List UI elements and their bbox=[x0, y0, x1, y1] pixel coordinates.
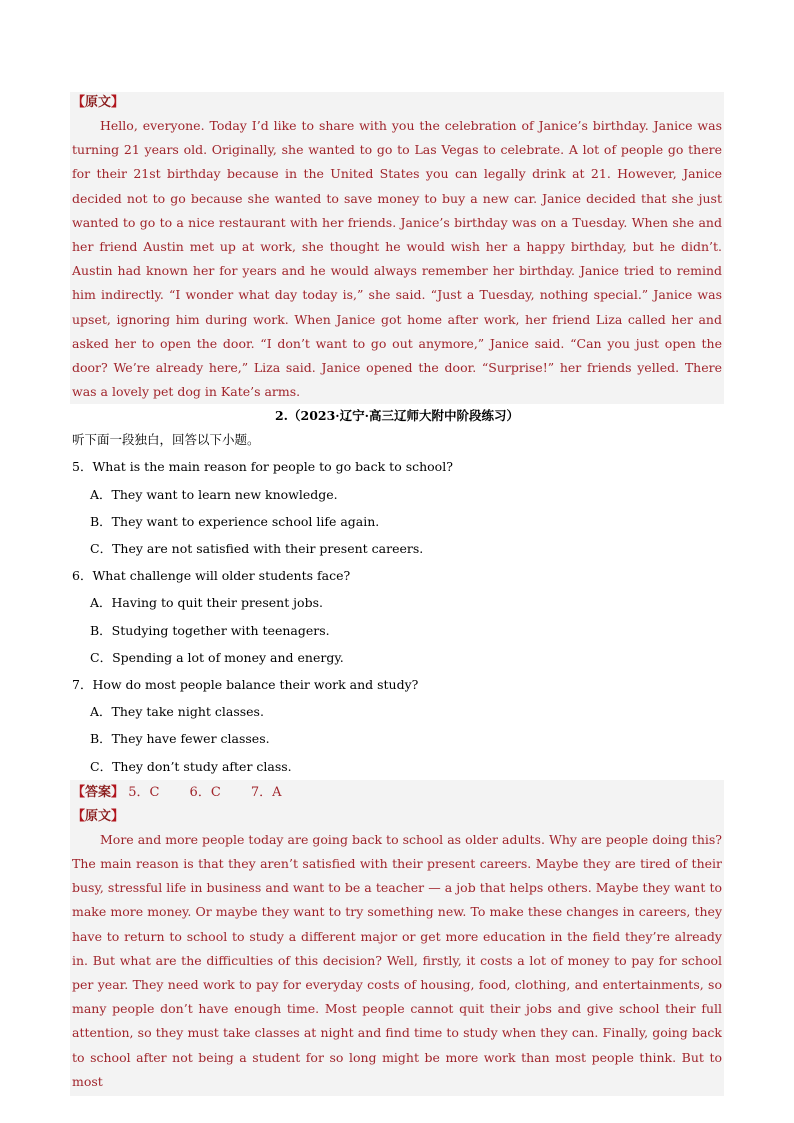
question-instruction: 听下面一段独白，回答以下小题。 bbox=[72, 432, 260, 448]
transcript-block-1 bbox=[70, 92, 724, 404]
question-text: 6．What challenge will older students face? bbox=[72, 568, 351, 584]
option-c: C．They are not satisfied with their present careers. bbox=[90, 541, 424, 556]
transcript-text-1: Hello, everyone. Today I’d like to share with you the celebration of Janice’s birthday. Janice was turning 21 years old. Originally, she wanted to go to Las Vegas to celebrate. A lot of people go there for their 21st birthday because in the United States you can legally drink at 21. However, Janice decided not to go because she wanted to save money to buy a new car. Janice decided that she just wanted to go to a nice restaurant with her friends. Janice’s birthday was on a Tuesday. When she and her friend Austin met up at work, she thought he would wish her a happy birthday, but he didn’t. Austin had known her for years and he would always remember her birthday. Janice tried to remind him indirectly. “I wonder what day today is,” she said. “Just a Tuesday, nothing special.” Janice was upset, ignoring him during work. When Janice got home after work, her friend Liza called her and asked her to open the door. “I don’t want to go out anymore,” Janice said. “Can you just open the door? We’re already here,” Liza said. Janice opened the door. “Surprise!” her friends yelled. There was a lovely pet dog in Kate’s arms. bbox=[72, 118, 722, 400]
option-c: C．Spending a lot of money and energy. bbox=[90, 649, 344, 665]
option-a: A．Having to quit their present jobs. bbox=[90, 595, 323, 611]
option-a: A．They take night classes. bbox=[90, 704, 264, 720]
option-c: C．They don’t study after class. bbox=[90, 758, 292, 774]
option-b: B．They have fewer classes. bbox=[90, 731, 270, 747]
question-6 bbox=[70, 562, 724, 671]
question-5 bbox=[70, 453, 724, 562]
question-text: 7．How do most people balance their work and study? bbox=[72, 676, 419, 692]
transcript-tag-1: 【原文】 bbox=[72, 95, 125, 110]
answer-line: 【答案】 5．C 6．C 7．A bbox=[70, 780, 724, 806]
page-content bbox=[70, 92, 724, 1096]
question-set-title: 2.（2023·辽宁·高三辽师大附中阶段练习） bbox=[274, 408, 520, 424]
transcript-text-2: More and more people today are going back to school as older adults. Why are people doing this? The main reason is that they aren’t satisfied with their present careers. Maybe they are tired of their busy, stressful life in business and want to be a teacher — a job that helps others. Maybe they want to make more money. Or maybe they want to try something new. To make these changes in careers, they have to return to school to study a different major or get more education in the field they’re already in. But what are the difficulties of this decision? Well, firstly, it costs a lot of money to pay for school per year. They need work to pay for everyday costs of housing, food, clothing, and entertainments, so many people don’t have enough time. Most people cannot quit their jobs and give school their full attention, so they must take classes at night and find time to study when they can. Finally, going back to school after not being a student for so long might be more work than most people think. But to most bbox=[72, 831, 722, 1089]
answer-5: 5．C bbox=[128, 784, 160, 800]
answer-tag: 答案 bbox=[85, 784, 112, 800]
transcript-tag-2: 【原文】 bbox=[72, 808, 125, 824]
answer-and-transcript-block bbox=[70, 780, 724, 1096]
answer-6: 6．C bbox=[189, 784, 221, 800]
question-text: 5．What is the main reason for people to go back to school? bbox=[72, 459, 453, 475]
answer-7: 7．A bbox=[250, 784, 282, 800]
option-b: B．They want to experience school life again. bbox=[90, 513, 380, 529]
option-a: A．They want to learn new knowledge. bbox=[90, 486, 338, 502]
question-7 bbox=[70, 671, 724, 780]
option-b: B．Studying together with teenagers. bbox=[90, 622, 330, 638]
